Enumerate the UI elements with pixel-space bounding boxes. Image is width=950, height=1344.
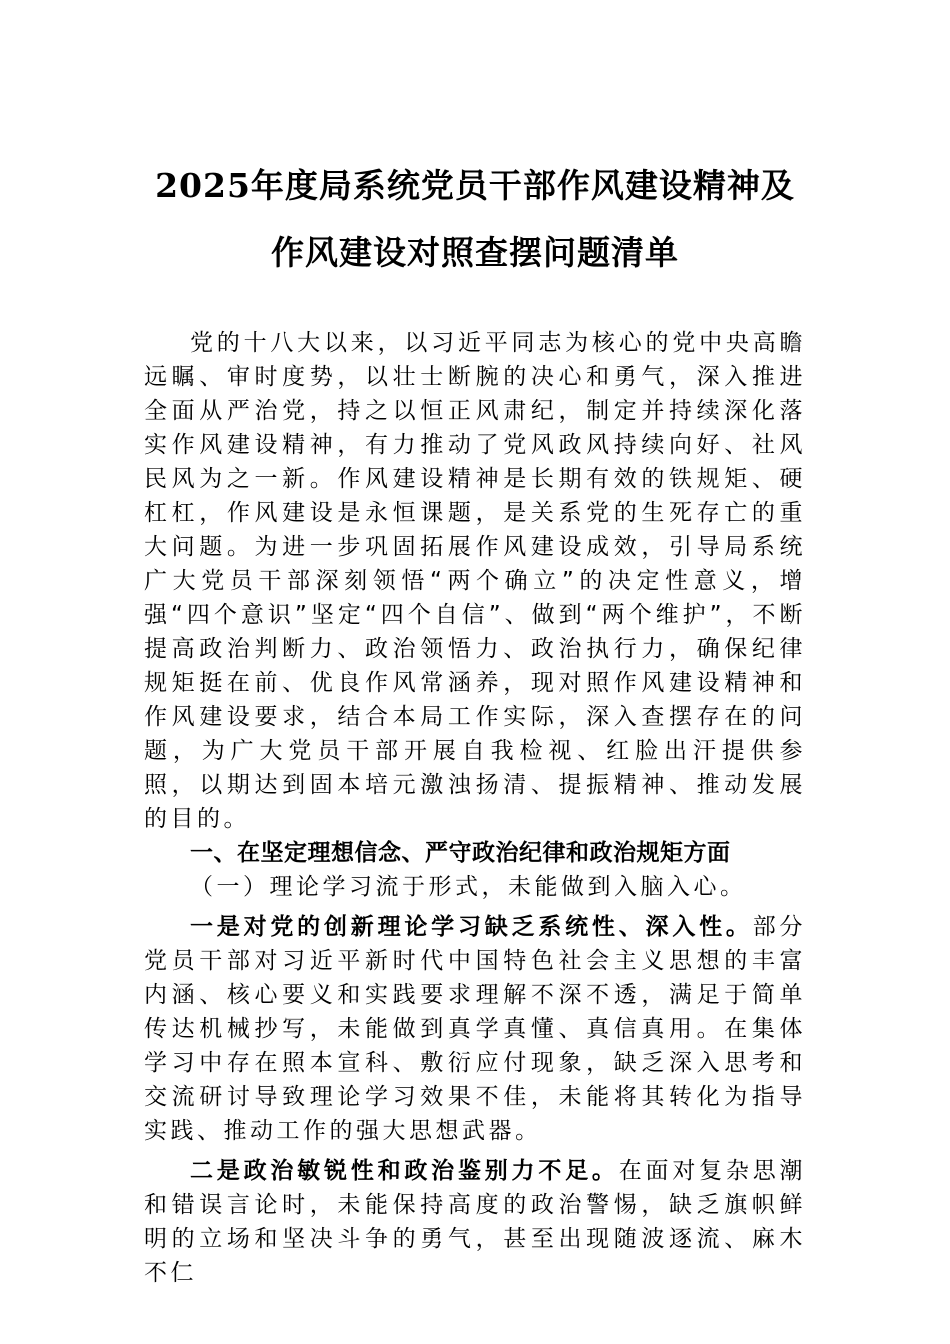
item-1-body: 部分党员干部对习近平新时代中国特色社会主义思想的丰富内涵、核心要义和实践要求理解不深不透，满足于简单传达机械抄写，未能做到真学真懂、真信真用。在集体学习中存在照本宣科、敷衍应付现象，缺乏深入思考和交流研讨导致理论学习效果不佳，未能将其转化为指导实践、推动工作的强大思想武器。 xyxy=(144,914,807,1144)
item-1-paragraph xyxy=(144,910,806,1148)
item-2-body: 在面对复杂思潮和错误言论时，未能保持高度的政治警惕，缺乏旗帜鲜明的立场和坚决斗争的勇气，甚至出现随波逐流、麻木不仁 xyxy=(144,1158,807,1286)
document-title-line-1: 2025年度局系统党员干部作风建设精神及 xyxy=(155,166,795,205)
section-heading-1: 一、在坚定理想信念、严守政治纪律和政治规矩方面 xyxy=(190,840,731,866)
intro-paragraph: 党的十八大以来，以习近平同志为核心的党中央高瞻远瞩、审时度势，以壮士断腕的决心和勇气，深入推进全面从严治党，持之以恒正风肃纪，制定并持续深化落实作风建设精神，有力推动了党风政风持续向好、社风民风为之一新。作风建设精神是长期有效的铁规矩、硬杠杠，作风建设是永恒课题，是关系党的生死存亡的重大问题。为进一步巩固拓展作风建设成效，引导局系统广大党员干部深刻领悟“两个确立”的决定性意义，增强“四个意识”坚定“四个自信”、做到“两个维护”，不断提高政治判断力、政治领悟力、政治执行力，确保纪律规矩挺在前、优良作风常涵养，现对照作风建设精神和作风建设要求，结合本局工作实际，深入查摆存在的问题，为广大党员干部开展自我检视、红脸出汗提供参照，以期达到固本培元激浊扬清、提振精神、推动发展的目的。 xyxy=(144,330,806,832)
subsection-heading-1: （一）理论学习流于形式，未能做到入脑入心。 xyxy=(190,874,747,900)
document-title-line-2: 作风建设对照查摆问题清单 xyxy=(271,233,679,272)
item-2-paragraph xyxy=(144,1154,806,1290)
document-body xyxy=(144,326,806,1290)
item-2-lead: 二是政治敏锐性和政治鉴别力不足。 xyxy=(190,1158,619,1184)
item-1-lead: 一是对党的创新理论学习缺乏系统性、深入性。 xyxy=(190,914,753,940)
